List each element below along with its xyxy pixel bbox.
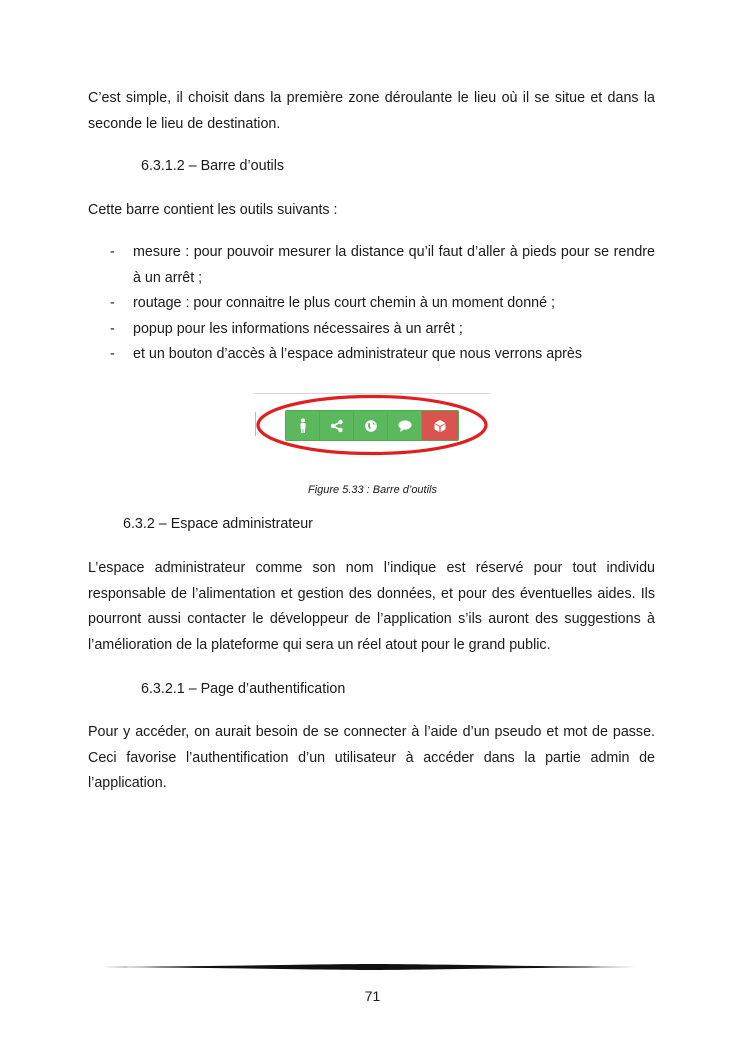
admin-paragraph: L’espace administrateur comme son nom l’indique est réservé pour tout individu responsable de l’alimentation et gestion des données, et pour des éventuelles aides. Ils pourront aussi contacter le développeur de l’application s’ils auront des suggestions à l’amélioration de la plateforme qui sera un réel atout pour le grand public. (88, 560, 655, 653)
section-heading-auth: 6.3.2.1 – Page d’authentification (141, 681, 346, 697)
list-item (88, 291, 655, 317)
section-heading-admin: 6.3.2 – Espace administrateur (123, 516, 313, 532)
page-number: 71 (364, 988, 381, 1004)
list-item (88, 342, 655, 368)
list-bullet: - (110, 295, 115, 311)
list-item-text: popup pour les informations nécessaires à un arrêt ; (133, 320, 463, 337)
list-bullet: - (110, 320, 115, 337)
toolbar-figure (254, 392, 490, 458)
list-bullet: - (110, 346, 115, 362)
toolbar-items-list (88, 240, 655, 368)
list-item-text: routage : pour connaitre le plus court chemin à un moment donné ; (133, 295, 556, 311)
list-item (88, 240, 655, 291)
list-item-text: mesure : pour pouvoir mesurer la distance qu’il faut d’aller à pieds pour se rendre à un arrêt ; (133, 244, 655, 286)
list-bullet: - (110, 244, 115, 260)
toolbar-lead-text: Cette barre contient les outils suivants : (88, 202, 338, 218)
footer-divider (103, 962, 641, 972)
auth-paragraph: Pour y accéder, on aurait besoin de se connecter à l’aide d’un pseudo et mot de passe. Ceci favorise l’authentification d’un utilisateur à accéder dans la partie admin de l’application. (88, 724, 655, 791)
figure-caption: Figure 5.33 : Barre d’outils (307, 484, 437, 496)
highlight-ellipse (254, 392, 490, 458)
list-item (88, 317, 655, 343)
intro-paragraph: C’est simple, il choisit dans la première zone déroulante le lieu où il se situe et dans la seconde le lieu de destination. (88, 90, 655, 132)
section-heading-toolbar: 6.3.1.2 – Barre d’outils (141, 158, 285, 174)
list-item-text: et un bouton d’accès à l’espace administrateur que nous verrons après (133, 346, 583, 362)
